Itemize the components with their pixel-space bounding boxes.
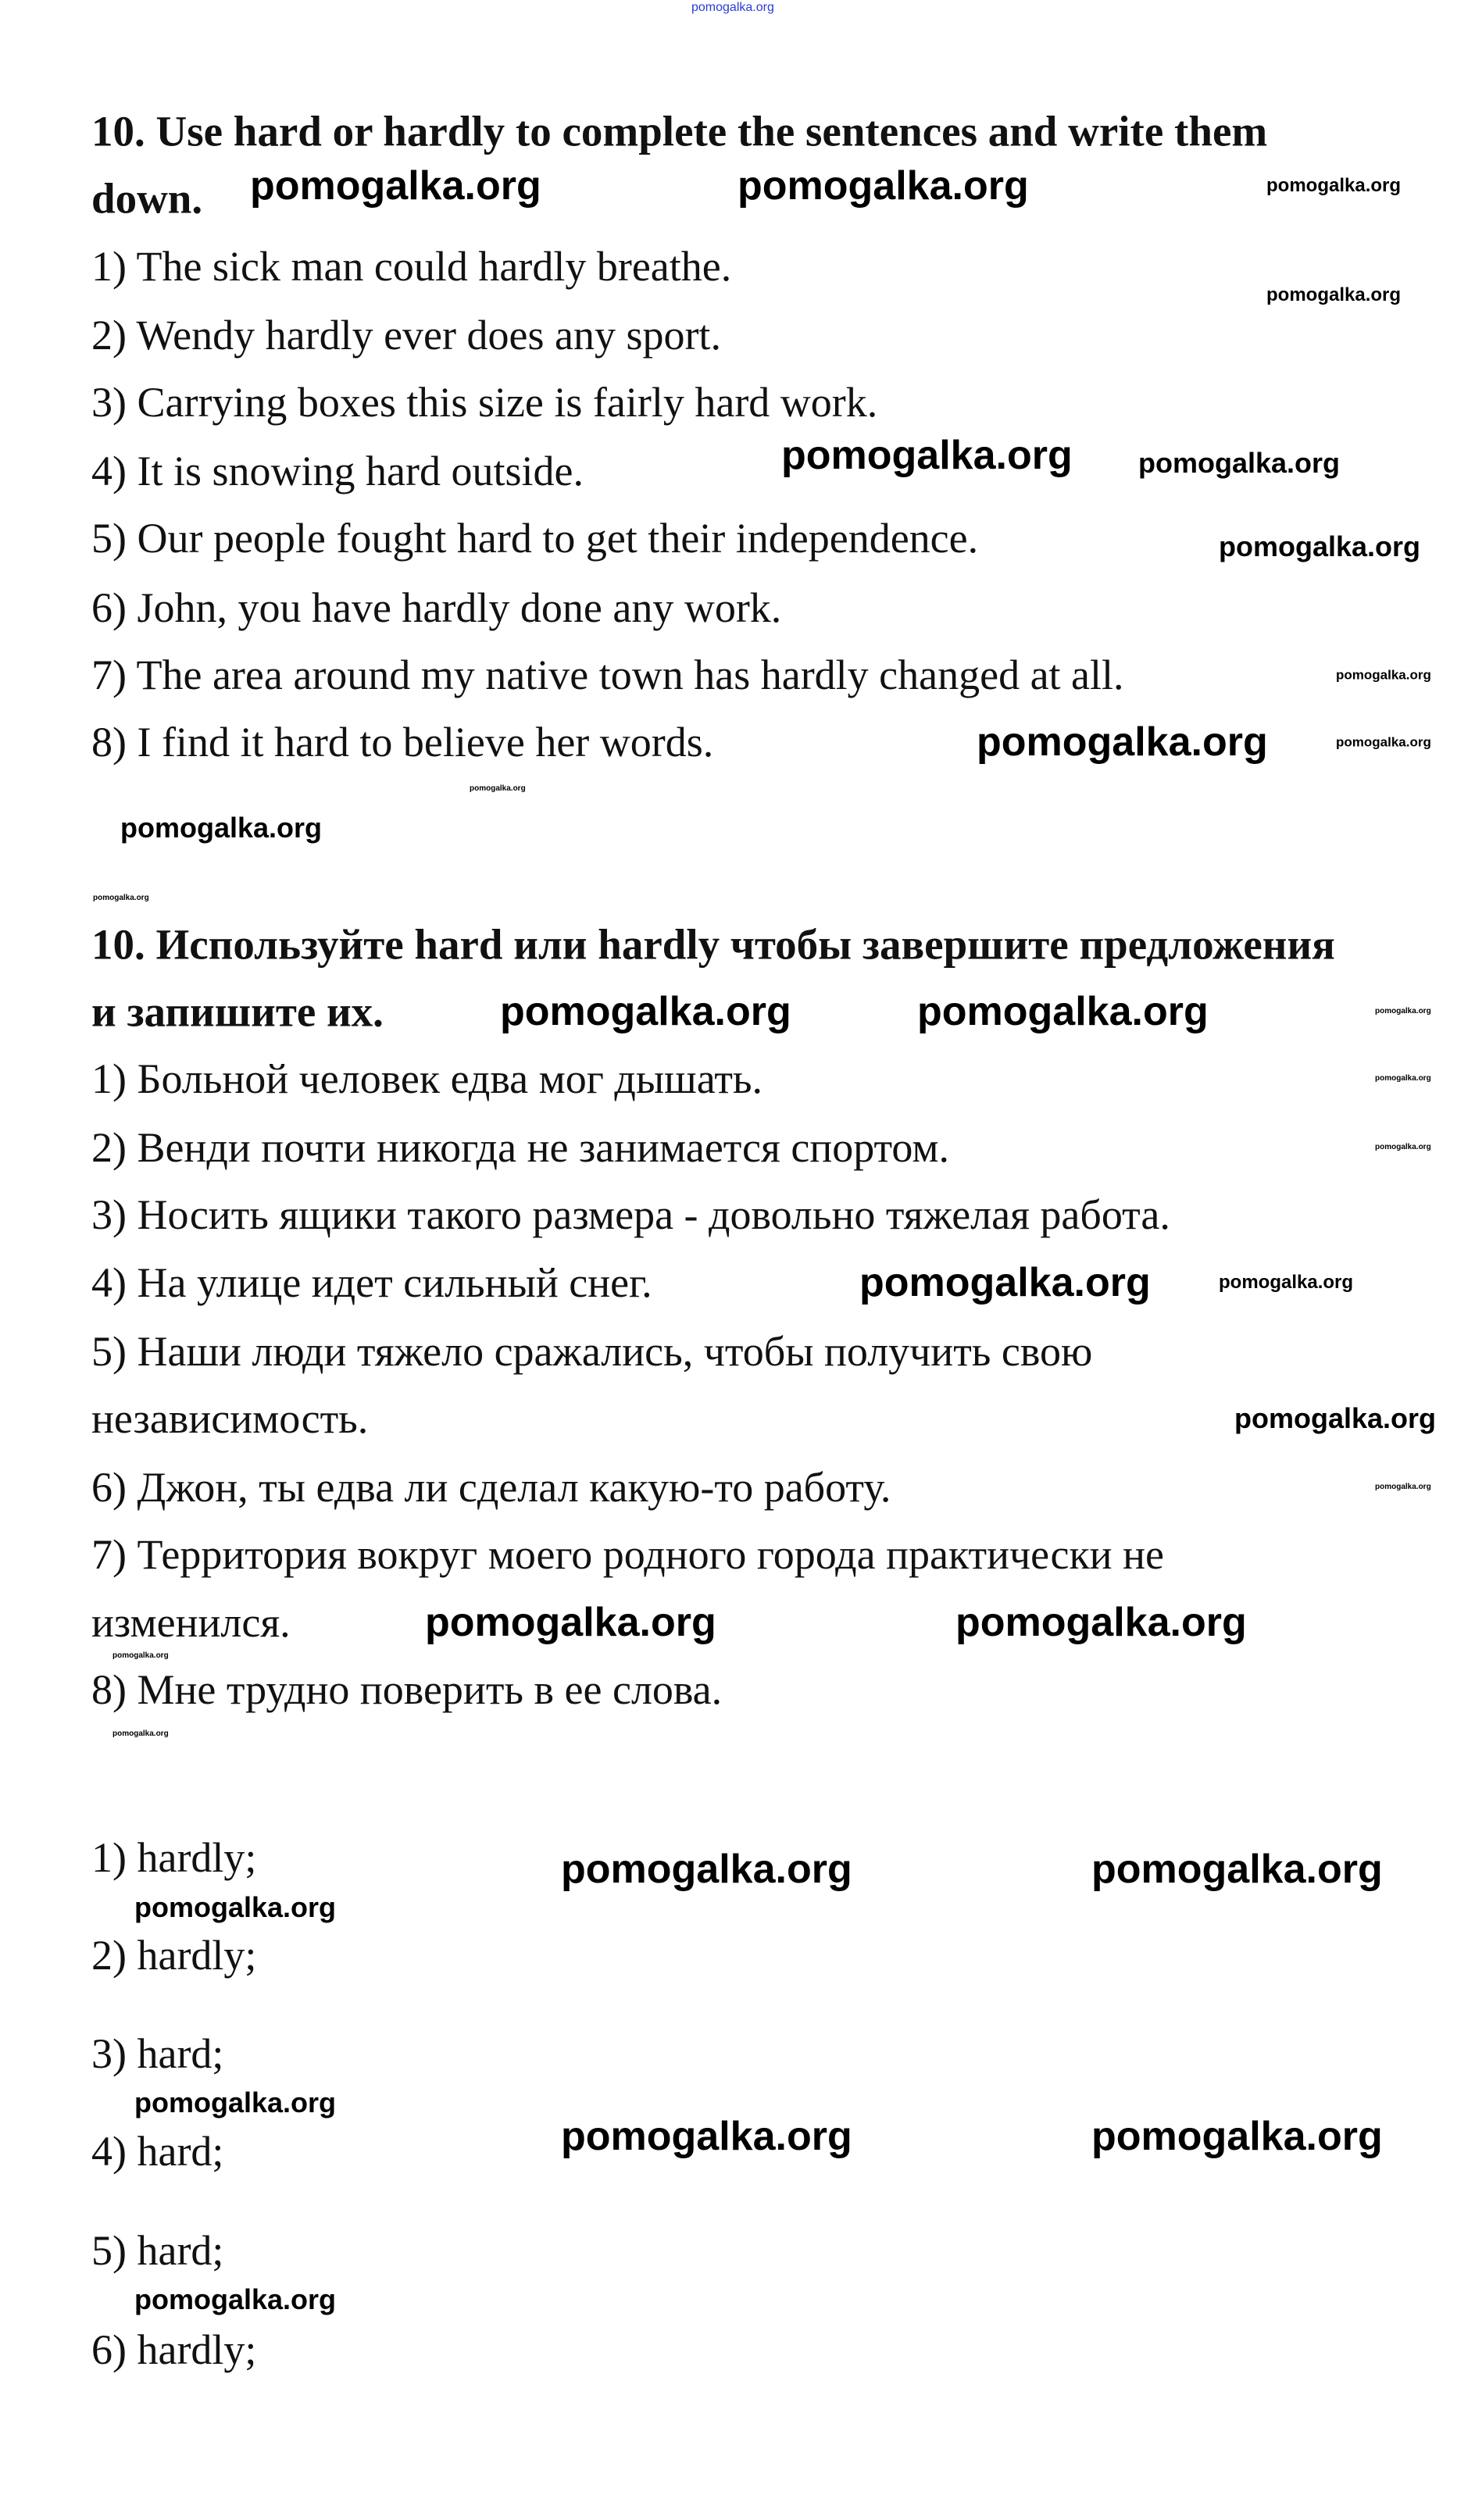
watermark: pomogalka.org (781, 433, 1073, 478)
watermark-top: pomogalka.org (691, 1, 774, 14)
watermark: pomogalka.org (1375, 1007, 1431, 1015)
russian-line: 8) Мне трудно поверить в ее слова. (91, 1666, 723, 1713)
watermark: pomogalka.org (1266, 175, 1402, 196)
watermark: pomogalka.org (859, 1260, 1151, 1305)
watermark: pomogalka.org (250, 163, 541, 209)
watermark: pomogalka.org (1219, 1272, 1354, 1293)
watermark: pomogalka.org (120, 812, 323, 844)
english-sentence: 8) I find it hard to believe her words. (91, 719, 714, 766)
answer-item: 1) hardly; (91, 1834, 257, 1881)
answer-item: 6) hardly; (91, 2326, 257, 2373)
watermark: pomogalka.org (917, 989, 1209, 1034)
watermark: pomogalka.org (500, 989, 791, 1034)
answer-item: 2) hardly; (91, 1932, 257, 1979)
english-heading-cont: down. (91, 174, 203, 223)
russian-line: 6) Джон, ты едва ли сделал какую-то работу. (91, 1464, 891, 1511)
russian-heading: 10. Используйте hard или hardly чтобы завершите предложения (91, 920, 1335, 969)
russian-line: изменился. (91, 1599, 291, 1646)
watermark: pomogalka.org (1375, 1074, 1431, 1083)
english-sentence: 3) Carrying boxes this size is fairly hard work. (91, 379, 878, 426)
answer-item: 3) hard; (91, 2030, 224, 2077)
watermark: pomogalka.org (1375, 1483, 1431, 1491)
russian-line: 5) Наши люди тяжело сражались, чтобы получить свою (91, 1328, 1093, 1375)
watermark: pomogalka.org (425, 1600, 716, 1645)
english-sentence: 6) John, you have hardly done any work. (91, 584, 782, 631)
english-heading: 10. Use hard or hardly to complete the sentences and write them (91, 107, 1268, 155)
watermark: pomogalka.org (561, 2114, 852, 2159)
english-sentence: 2) Wendy hardly ever does any sport. (91, 312, 721, 359)
russian-line: 7) Территория вокруг моего родного города практически не (91, 1531, 1164, 1578)
watermark: pomogalka.org (561, 1847, 852, 1892)
english-sentence: 1) The sick man could hardly breathe. (91, 243, 732, 290)
watermark: pomogalka.org (1091, 1847, 1383, 1892)
english-sentence: 4) It is snowing hard outside. (91, 448, 584, 494)
watermark: pomogalka.org (134, 2086, 337, 2118)
watermark: pomogalka.org (134, 1891, 337, 1923)
watermark: pomogalka.org (1375, 1143, 1431, 1151)
russian-line: 3) Носить ящики такого размера - довольно тяжелая работа. (91, 1191, 1170, 1238)
watermark: pomogalka.org (1219, 530, 1421, 562)
watermark: pomogalka.org (738, 163, 1029, 209)
english-sentence: 7) The area around my native town has hardly changed at all. (91, 651, 1124, 698)
watermark: pomogalka.org (1266, 284, 1402, 305)
watermark: pomogalka.org (1138, 447, 1341, 479)
russian-heading-cont: и запишите их. (91, 987, 384, 1036)
watermark: pomogalka.org (112, 1729, 169, 1738)
watermark: pomogalka.org (1336, 667, 1431, 683)
answer-item: 5) hard; (91, 2227, 224, 2274)
watermark: pomogalka.org (134, 2283, 337, 2315)
russian-line: 2) Венди почти никогда не занимается спортом. (91, 1124, 950, 1171)
watermark: pomogalka.org (955, 1600, 1247, 1645)
watermark: pomogalka.org (1091, 2114, 1383, 2159)
english-sentence: 5) Our people fought hard to get their independence. (91, 515, 979, 562)
answer-item: 4) hard; (91, 2128, 224, 2175)
russian-line: 4) На улице идет сильный снег. (91, 1259, 652, 1306)
watermark: pomogalka.org (1336, 734, 1431, 750)
watermark: pomogalka.org (93, 894, 149, 902)
watermark: pomogalka.org (977, 719, 1268, 765)
watermark: pomogalka.org (112, 1651, 169, 1660)
russian-line: 1) Больной человек едва мог дышать. (91, 1055, 763, 1102)
watermark: pomogalka.org (470, 784, 526, 793)
russian-line: независимость. (91, 1395, 369, 1442)
watermark: pomogalka.org (1234, 1402, 1437, 1434)
